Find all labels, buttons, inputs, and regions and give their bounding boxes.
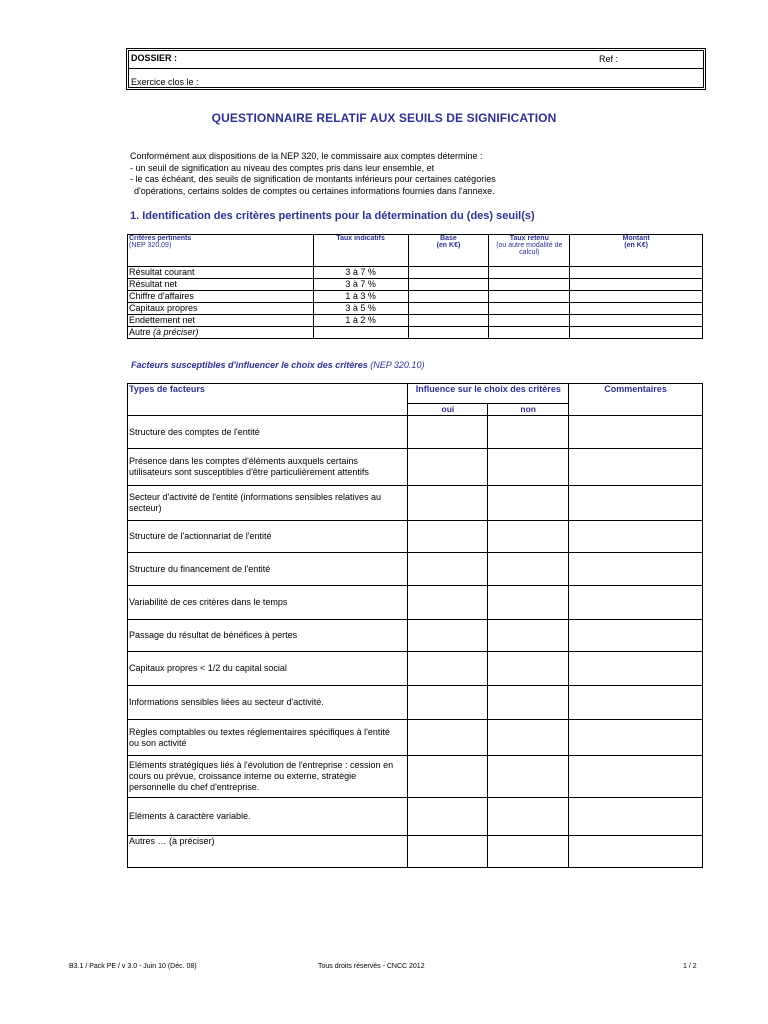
commentaires-cell[interactable]: [569, 449, 703, 486]
commentaires-cell[interactable]: [569, 620, 703, 652]
oui-cell[interactable]: [408, 416, 488, 449]
table-row: [128, 303, 703, 315]
taux-retenu-cell[interactable]: [489, 327, 570, 339]
factor-cell: [128, 416, 408, 449]
header-influence: Influence sur le choix des critères: [408, 384, 569, 404]
oui-cell[interactable]: [408, 620, 488, 652]
taux-cell: 1 à 2 %: [313, 315, 408, 327]
base-cell[interactable]: [408, 303, 489, 315]
autre-label: Autre: [129, 327, 151, 337]
factor-cell: [128, 798, 408, 836]
non-cell[interactable]: [488, 620, 569, 652]
header-base-sub: (en K€): [436, 242, 461, 249]
factor-line: Structure des comptes de l'entité: [129, 426, 260, 437]
critere-cell: Résultat net: [128, 279, 314, 291]
criteria-header-row: [128, 235, 703, 267]
facteurs-title: [131, 360, 424, 370]
taux-retenu-cell[interactable]: [489, 303, 570, 315]
table-row: [128, 756, 703, 798]
montant-cell[interactable]: [570, 315, 703, 327]
facteurs-ref: (NEP 320.10): [370, 360, 425, 370]
page-title: QUESTIONNAIRE RELATIF AUX SEUILS DE SIGNIFICATION: [211, 111, 557, 125]
montant-cell[interactable]: [570, 327, 703, 339]
factor-line: Structure de l'actionnariat de l'entité: [129, 531, 272, 541]
footer-center: Tous droits réservés - CNCC 2012: [318, 963, 425, 970]
taux-retenu-cell[interactable]: [489, 291, 570, 303]
intro-text: [130, 151, 496, 197]
exercice-label: Exercice clos le :: [131, 77, 199, 87]
non-cell[interactable]: [488, 586, 569, 620]
table-row: [128, 327, 703, 339]
critere-cell: Chiffre d'affaires: [128, 291, 314, 303]
table-row: [128, 416, 703, 449]
header-oui: oui: [408, 404, 488, 416]
factor-line: cours ou prévue, croissance interne ou externe, stratégie: [129, 771, 357, 781]
factor-cell: [128, 486, 408, 521]
taux-cell[interactable]: [313, 327, 408, 339]
header-taux-retenu-sub: (ou autre modalité de calcul): [496, 242, 563, 256]
taux-cell: 3 à 7 %: [313, 267, 408, 279]
table-row: [128, 720, 703, 756]
base-cell[interactable]: [408, 291, 489, 303]
section1-title: 1. Identification des critères pertinents pour la détermination du (des) seuil(s): [130, 210, 535, 222]
oui-cell[interactable]: [408, 652, 488, 686]
commentaires-cell[interactable]: [569, 652, 703, 686]
montant-cell[interactable]: [570, 267, 703, 279]
factor-line: ou son activité: [129, 737, 187, 748]
facteurs-title-text: Facteurs susceptibles d'influencer le choix des critères: [131, 360, 368, 370]
table-row: [128, 620, 703, 652]
taux-cell: 1 à 3 %: [313, 291, 408, 303]
header-base: [408, 235, 489, 267]
commentaires-cell[interactable]: [569, 416, 703, 449]
oui-cell[interactable]: [408, 720, 488, 756]
table-row: [128, 798, 703, 836]
oui-cell[interactable]: [408, 486, 488, 521]
commentaires-cell[interactable]: [569, 836, 703, 868]
non-cell[interactable]: [488, 486, 569, 521]
montant-cell[interactable]: [570, 279, 703, 291]
factor-line: personnelle du chef d'entreprise.: [129, 782, 260, 792]
factor-line: Règles comptables ou textes réglementaires spécifiques à l'entité: [129, 726, 390, 737]
commentaires-cell[interactable]: [569, 486, 703, 521]
base-cell[interactable]: [408, 327, 489, 339]
base-cell[interactable]: [408, 315, 489, 327]
factor-line: Variabilité de ces critères dans le temps: [129, 597, 288, 607]
non-cell[interactable]: [488, 449, 569, 486]
non-cell[interactable]: [488, 798, 569, 836]
oui-cell[interactable]: [408, 521, 488, 553]
header-criteres-sub: (NEP 320.09): [129, 242, 172, 249]
criteria-table: [127, 234, 703, 339]
oui-cell[interactable]: [408, 449, 488, 486]
taux-retenu-cell[interactable]: [489, 315, 570, 327]
table-row: [128, 836, 703, 868]
table-row: [128, 521, 703, 553]
non-cell[interactable]: [488, 553, 569, 586]
critere-cell: Endettement net: [128, 315, 314, 327]
header-taux: [313, 235, 408, 267]
header-montant-sub: (en K€): [624, 242, 648, 249]
table-row: [128, 267, 703, 279]
header-montant: [570, 235, 703, 267]
header-criteres-label: Critères pertinents: [129, 235, 192, 242]
non-cell[interactable]: [488, 756, 569, 798]
factors-header-row: [128, 384, 703, 404]
footer-page-number: 1 / 2: [683, 963, 697, 970]
oui-cell[interactable]: [408, 553, 488, 586]
dossier-label: DOSSIER :: [131, 53, 178, 63]
table-row: [128, 686, 703, 720]
non-cell[interactable]: [488, 521, 569, 553]
table-row: [128, 449, 703, 486]
oui-cell[interactable]: [408, 798, 488, 836]
factor-line: Capitaux propres < 1/2 du capital social: [129, 663, 287, 673]
dossier-header-box: [126, 48, 706, 90]
taux-retenu-cell[interactable]: [489, 267, 570, 279]
montant-cell[interactable]: [570, 291, 703, 303]
table-row: [128, 586, 703, 620]
header-taux-label: Taux indicatifs: [336, 235, 385, 242]
commentaires-cell[interactable]: [569, 720, 703, 756]
oui-cell[interactable]: [408, 756, 488, 798]
taux-cell: 3 à 5 %: [313, 303, 408, 315]
non-cell[interactable]: [488, 652, 569, 686]
factor-cell: [128, 449, 408, 486]
critere-cell-autre: [128, 327, 314, 339]
factor-cell: [128, 836, 408, 868]
intro-line: d'opérations, certains soldes de comptes ou certaines informations fournies dans l'annexe.: [134, 185, 495, 196]
commentaires-cell[interactable]: [569, 686, 703, 720]
commentaires-cell[interactable]: [569, 756, 703, 798]
factors-table: [127, 383, 703, 868]
factor-cell: [128, 521, 408, 553]
commentaires-cell[interactable]: [569, 798, 703, 836]
critere-cell: Capitaux propres: [128, 303, 314, 315]
base-cell[interactable]: [408, 279, 489, 291]
table-row: [128, 279, 703, 291]
ref-label: Ref :: [599, 54, 619, 64]
taux-cell: 3 à 7 %: [313, 279, 408, 291]
non-cell[interactable]: [488, 836, 569, 868]
header-montant-label: Montant: [622, 235, 650, 242]
oui-cell[interactable]: [408, 586, 488, 620]
intro-line: Conformément aux dispositions de la NEP 320, le commissaire aux comptes détermine :: [130, 151, 483, 161]
factor-cell: [128, 686, 408, 720]
factor-line: Présence dans les comptes d'éléments auxquels certains: [129, 456, 358, 466]
footer-left: B3.1 / Pack PE / v 3.0 - Juin 10 (Déc. 08): [69, 963, 197, 970]
header-base-label: Base: [440, 235, 457, 242]
intro-line: - le cas échéant, des seuils de signification de montants inférieurs pour certaines catégories: [130, 174, 496, 184]
factor-line: Structure du financement de l'entité: [129, 563, 271, 574]
autre-note: (à préciser): [153, 327, 199, 337]
non-cell[interactable]: [488, 720, 569, 756]
intro-line: - un seuil de signification au niveau des comptes pris dans leur ensemble, et: [130, 162, 435, 173]
taux-retenu-cell[interactable]: [489, 279, 570, 291]
table-row: [128, 486, 703, 521]
header-taux-retenu: [489, 235, 570, 267]
oui-cell[interactable]: [408, 836, 488, 868]
table-row: [128, 315, 703, 327]
factor-line: Passage du résultat de bénéfices à pertes: [129, 630, 298, 640]
factor-cell: [128, 586, 408, 620]
table-row: [128, 291, 703, 303]
header-row-dossier: [129, 51, 703, 69]
non-cell[interactable]: [488, 686, 569, 720]
base-cell[interactable]: [408, 267, 489, 279]
header-non: non: [488, 404, 569, 416]
factor-line: Informations sensibles liées au secteur d'activité.: [129, 697, 324, 707]
montant-cell[interactable]: [570, 303, 703, 315]
factor-line: Eléments stratégiques liés à l'évolution de l'entreprise : cession en: [129, 760, 394, 770]
oui-cell[interactable]: [408, 686, 488, 720]
commentaires-cell[interactable]: [569, 553, 703, 586]
factor-cell: [128, 620, 408, 652]
header-types: Types de facteurs: [128, 384, 408, 416]
factor-cell: [128, 756, 408, 798]
table-row: [128, 652, 703, 686]
factor-cell: [128, 652, 408, 686]
factor-cell: [128, 720, 408, 756]
factor-line: Autres … (à préciser): [129, 836, 215, 846]
header-criteres: [128, 235, 314, 267]
header-commentaires: Commentaires: [569, 384, 703, 416]
factor-line: secteur): [129, 503, 162, 513]
commentaires-cell[interactable]: [569, 521, 703, 553]
header-taux-retenu-label: Taux retenu: [509, 235, 549, 242]
critere-cell: Résultat courant: [128, 267, 314, 279]
factor-line: Secteur d'activité de l'entité (informations sensibles relatives au: [129, 492, 382, 502]
factor-cell: [128, 553, 408, 586]
table-row: [128, 553, 703, 586]
factor-line: Eléments à caractère variable.: [129, 811, 251, 821]
commentaires-cell[interactable]: [569, 586, 703, 620]
factor-line: utilisateurs sont susceptibles d'être particulièrement attentifs: [129, 467, 369, 477]
non-cell[interactable]: [488, 416, 569, 449]
